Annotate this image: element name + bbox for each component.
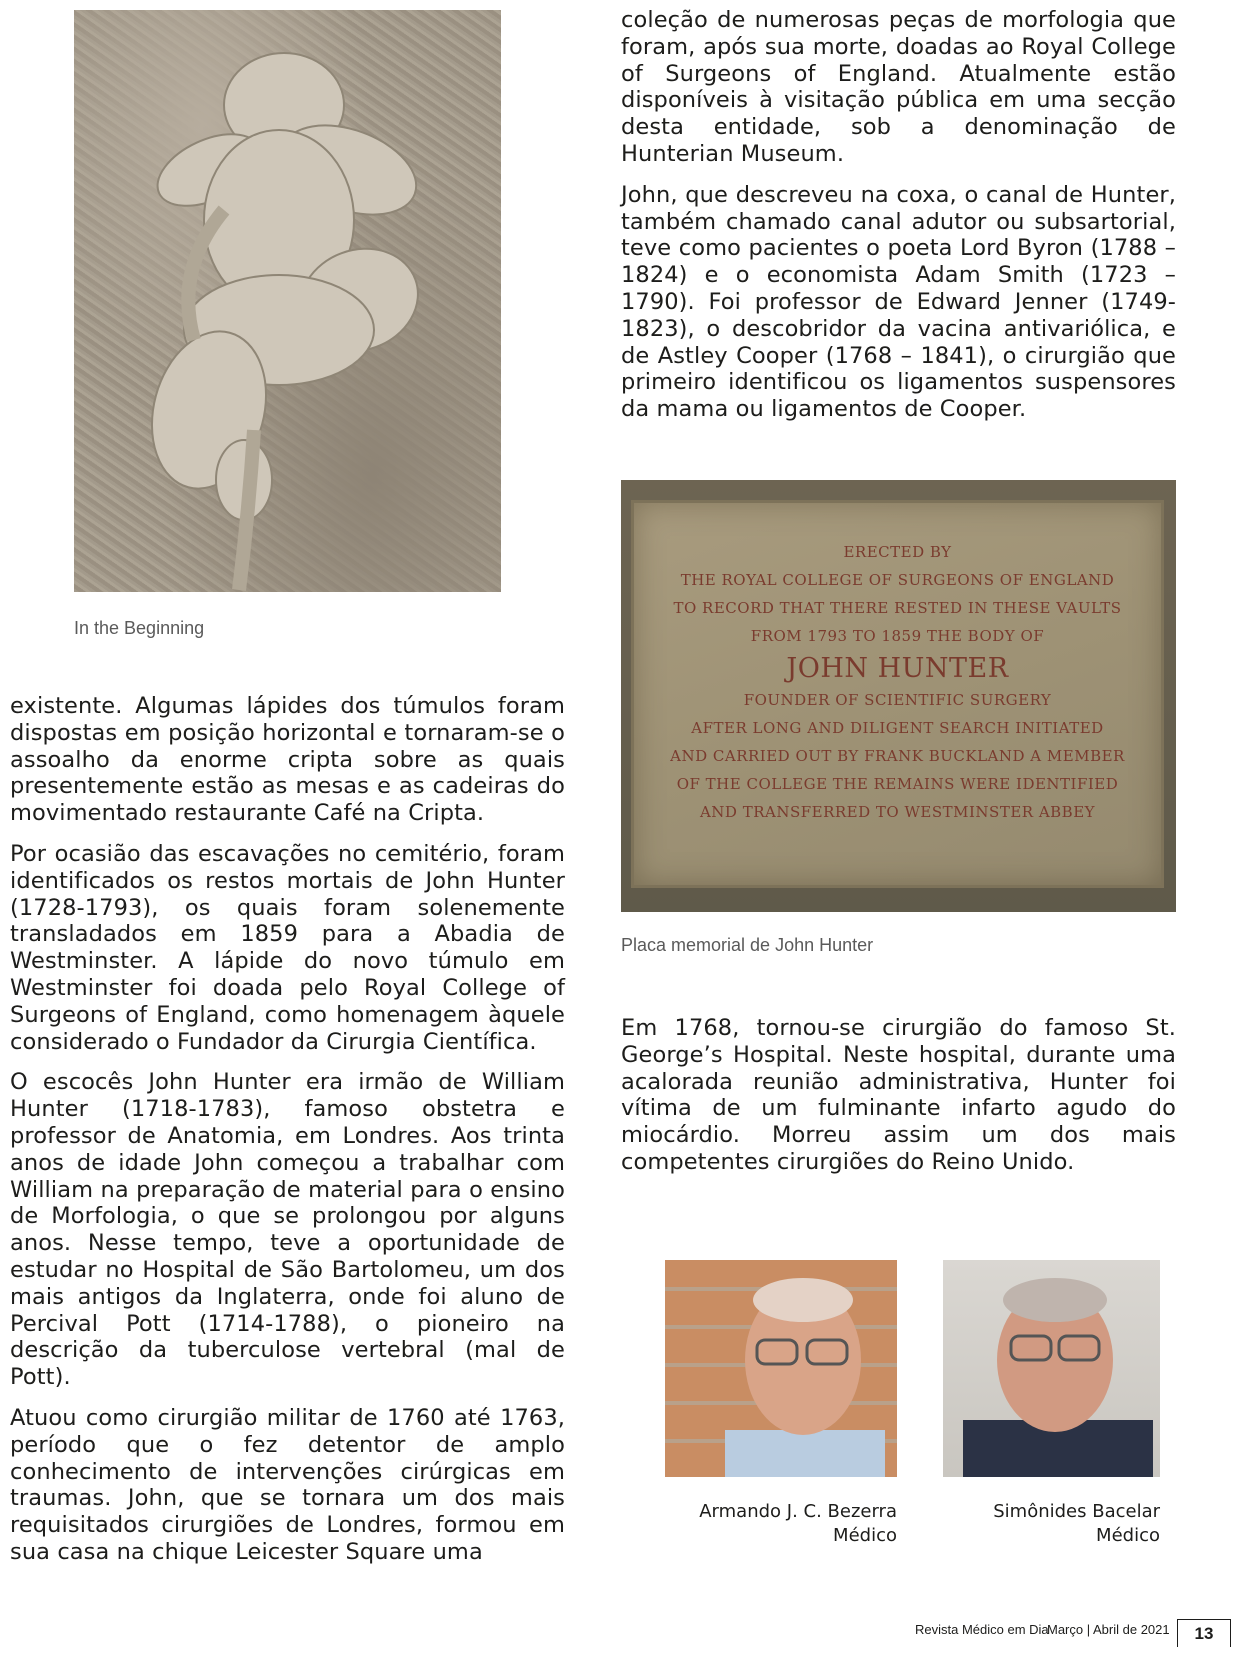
author-photo xyxy=(665,1260,897,1477)
footer-magazine-name: Revista Médico em Dia xyxy=(915,1622,1049,1637)
article-column-right-top xyxy=(621,7,1176,437)
author-role: Médico xyxy=(1096,1525,1160,1546)
plaque-line: AND CARRIED OUT BY FRANK BUCKLAND A MEMBER xyxy=(670,747,1125,765)
plaque-line: AFTER LONG AND DILIGENT SEARCH INITIATED xyxy=(691,719,1104,737)
plaque-photo xyxy=(621,480,1176,912)
baby-sculpture-graphic xyxy=(74,10,501,592)
author-name: Simônides Bacelar xyxy=(993,1501,1160,1522)
plaque-line: THE ROYAL COLLEGE OF SURGEONS OF ENGLAND xyxy=(680,571,1115,589)
plaque-line: ERECTED BY xyxy=(843,543,952,561)
sculpture-caption: In the Beginning xyxy=(74,618,205,638)
paragraph: O escocês John Hunter era irmão de William Hunter (1718-1783), famoso obstetra e professor de Anatomia, em Londres. Aos trinta anos de idade John começou a trabalhar com William na preparação de material para o ensino de Morfologia, o que se prolongou por alguns anos. Nesse tempo, teve a oportunidade de estudar no Hospital de São Bartolomeu, um dos mais antigos da Inglaterra, onde foi aluno de Percival Pott (1714-1788), o pioneiro na descrição da tuberculose vertebral (mal de Pott). xyxy=(10,1069,565,1391)
author-credit xyxy=(943,1500,1160,1548)
author-role: Médico xyxy=(833,1525,897,1546)
plaque-line: TO RECORD THAT THERE RESTED IN THESE VAULTS xyxy=(673,599,1122,617)
plaque-line: JOHN HUNTER xyxy=(786,653,1009,684)
paragraph: coleção de numerosas peças de morfologia que foram, após sua morte, doadas ao Royal College of Surgeons of England. Atualmente estão disponíveis à visitação pública em uma secção desta entidade, sob a denominação de Hunterian Museum. xyxy=(621,7,1176,167)
plaque-line: AND TRANSFERRED TO WESTMINSTER ABBEY xyxy=(699,803,1096,821)
page-number: 13 xyxy=(1177,1619,1231,1647)
article-column-left xyxy=(10,693,565,1566)
paragraph: Em 1768, tornou-se cirurgião do famoso St. George’s Hospital. Neste hospital, durante uma acalorada reunião administrativa, Hunter foi vítima de um fulminante infarto agudo do miocárdio. Morreu assim um dos mais competentes cirurgiões do Reino Unido. xyxy=(621,1015,1176,1175)
paragraph: Por ocasião das escavações no cemitério, foram identificados os restos mortais de John Hunter (1728-1793), os quais foram solenemente transladados em 1859 para a Abadia de Westminster. A lápide do novo túmulo em Westminster foi doada pelo Royal College of Surgeons of England, como homenagem àquele considerado o Fundador da Cirurgia Científica. xyxy=(10,840,565,1055)
paragraph: Atuou como cirurgião militar de 1760 até 1763, período que o fez detentor de amplo conhecimento de intervenções cirúrgicas em traumas. John, que se tornara um dos mais requisitados cirurgiões de Londres, formou em sua casa na chique Leicester Square uma xyxy=(10,1404,565,1565)
author-name: Armando J. C. Bezerra xyxy=(699,1501,897,1522)
plaque-caption: Placa memorial de John Hunter xyxy=(621,935,874,955)
portrait-graphic xyxy=(665,1260,897,1477)
author-credit xyxy=(665,1500,897,1548)
footer-issue-date: Março | Abril de 2021 xyxy=(1047,1622,1170,1637)
paragraph: existente. Algumas lápides dos túmulos foram dispostas em posição horizontal e tornaram-se o assoalho da enorme cripta sobre as quais presentemente estão as mesas e as cadeiras do movimentado restaurante Café na Cripta. xyxy=(10,693,565,827)
sculpture-photo xyxy=(74,10,501,592)
portrait-graphic xyxy=(943,1260,1160,1477)
article-column-right-bottom xyxy=(621,1015,1176,1190)
memorial-plaque xyxy=(631,500,1164,888)
author-photo xyxy=(943,1260,1160,1477)
plaque-line: FROM 1793 TO 1859 THE BODY OF xyxy=(750,627,1045,645)
plaque-line: FOUNDER OF SCIENTIFIC SURGERY xyxy=(743,691,1052,709)
plaque-line: OF THE COLLEGE THE REMAINS WERE IDENTIFIED xyxy=(676,775,1119,793)
paragraph: John, que descreveu na coxa, o canal de Hunter, também chamado canal adutor ou subsartorial, teve como pacientes o poeta Lord Byron (1788 – 1824) e o economista Adam Smith (1723 – 1790). Foi professor de Edward Jenner (1749-1823), o descobridor da vacina antivariólica, e de Astley Cooper (1768 – 1841), o cirurgião que primeiro identificou os ligamentos suspensores da mama ou ligamentos de Cooper. xyxy=(621,181,1176,423)
